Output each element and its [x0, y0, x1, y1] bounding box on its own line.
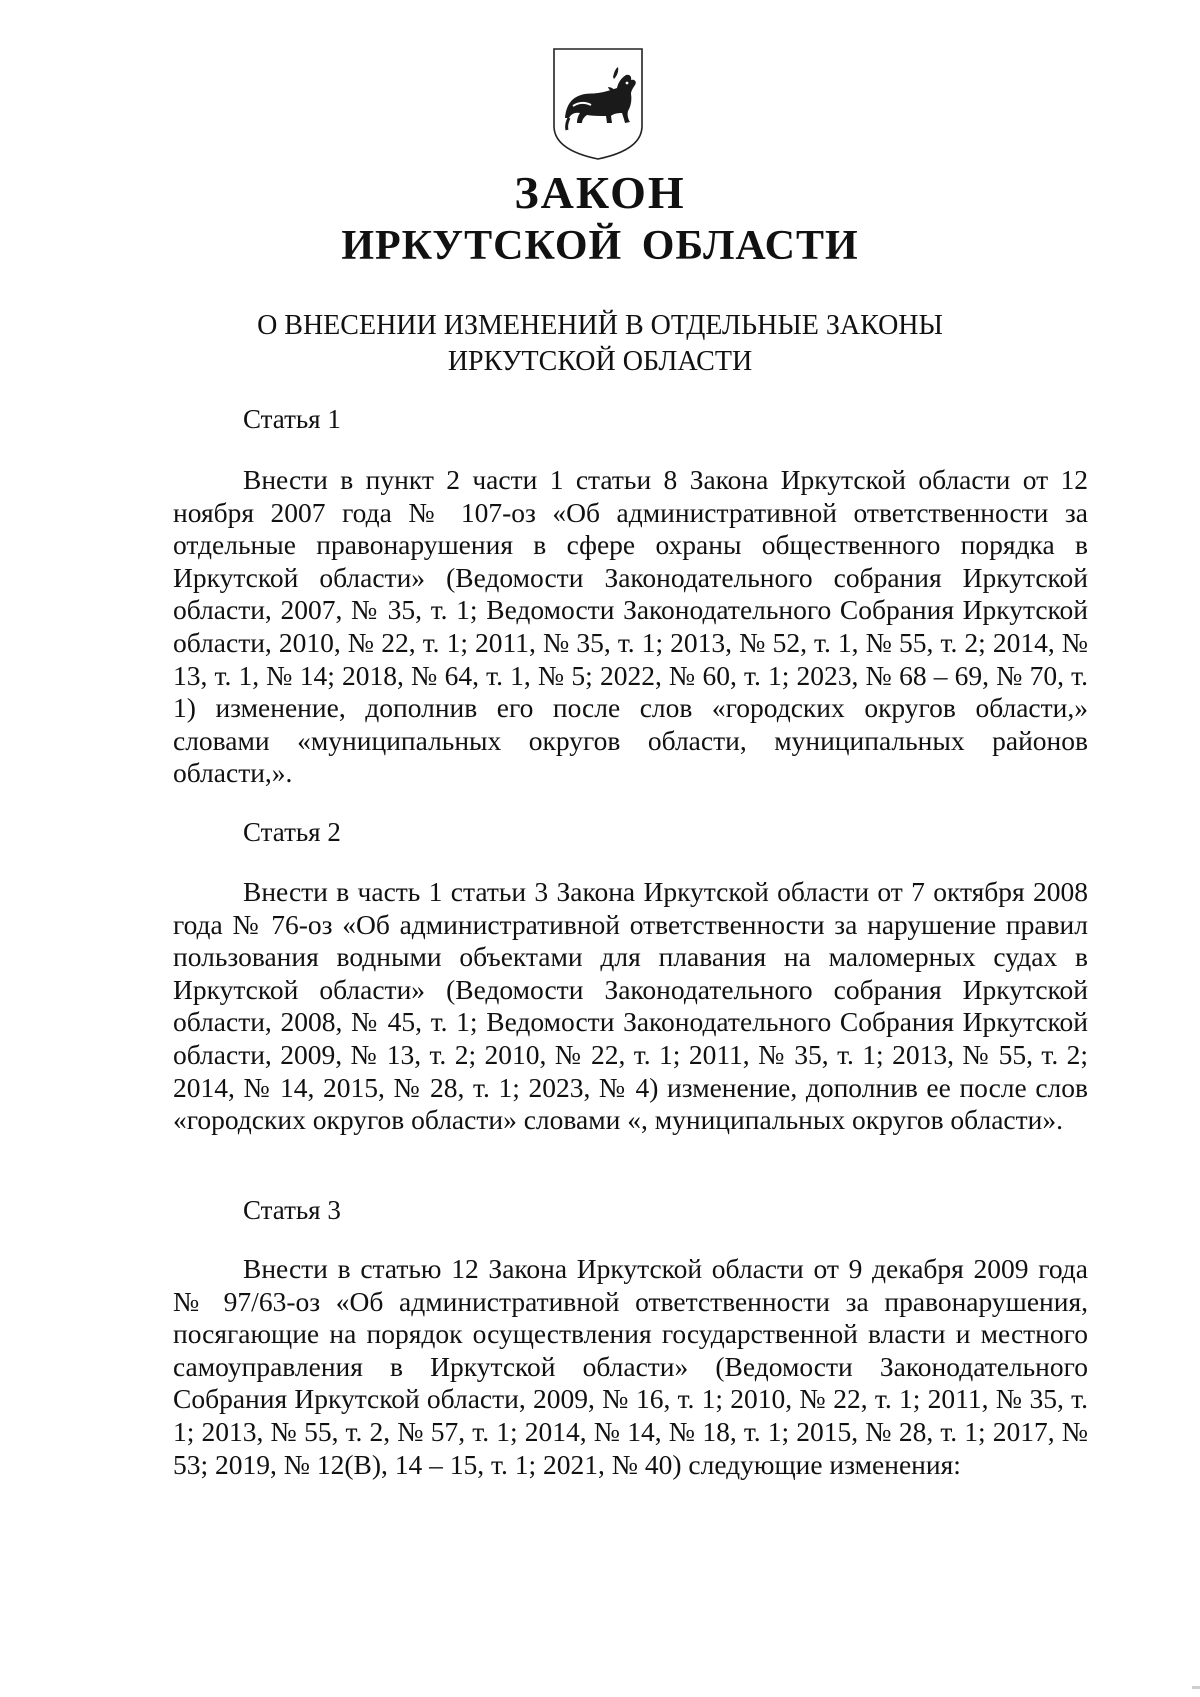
article-3-heading: Статья 3 — [243, 1195, 341, 1225]
scan-edge-mark — [1192, 1686, 1200, 1689]
law-subtitle — [0, 308, 1200, 380]
coat-of-arms-icon — [551, 46, 645, 162]
law-region-title: ИРКУТСКОЙ ОБЛАСТИ — [341, 223, 859, 269]
article-2-text: Внести в часть 1 статьи 3 Закона Иркутской области от 7 октября 2008 года № 76-оз «Об административной ответственности за нарушение правил пользования водными объектами для плавания на маломерных судах в Иркутской области» (Ведомости Законодательного собрания Иркутской области, 2008, № 45, т. 1; Ведомости Законодательного Собрания Иркутской области, 2009, № 13, т. 2; 2010, № 22, т. 1; 2011, № 35, т. 1; 2013, № 55, т. 2; 2014, № 14, 2015, № 28, т. 1; 2023, № 4) изменение, дополнив ее после слов «городских округов области» словами «, муниципальных округов области». — [173, 876, 1088, 1136]
law-subtitle-line-2: ИРКУТСКОЙ ОБЛАСТИ — [447, 346, 753, 377]
article-3-text: Внести в статью 12 Закона Иркутской области от 9 декабря 2009 года № 97/63-оз «Об административной ответственности за правонарушения, посягающие на порядок осуществления государственной власти и местного самоуправления в Иркутской области» (Ведомости Законодательного Собрания Иркутской области, 2009, № 16, т. 1; 2010, № 22, т. 1; 2011, № 35, т. 1; 2013, № 55, т. 2, № 57, т. 1; 2014, № 14, № 18, т. 1; 2015, № 28, т. 1; 2017, № 53; 2019, № 12(В), 14 – 15, т. 1; 2021, № 40) следующие изменения: — [173, 1253, 1088, 1480]
law-title: ЗАКОН — [514, 167, 686, 218]
article-1-heading: Статья 1 — [243, 404, 341, 434]
article-2-heading: Статья 2 — [243, 817, 341, 847]
article-1-text: Внести в пункт 2 части 1 статьи 8 Закона Иркутской области от 12 ноября 2007 года № 107-оз «Об административной ответственности за отдельные правонарушения в сфере охраны общественного порядка в Иркутской области» (Ведомости Законодательного собрания Иркутской области, 2007, № 35, т. 1; Ведомости Законодательного Собрания Иркутской области, 2010, № 22, т. 1; 2011, № 35, т. 1; 2013, № 52, т. 1, № 55, т. 2; 2014, № 13, т. 1, № 14; 2018, № 64, т. 1, № 5; 2022, № 60, т. 1; 2023, № 68 – 69, № 70, т. 1) изменение, дополнив его после слов «городских округов области,» словами «муниципальных округов области, муниципальных районов области,». — [173, 464, 1088, 789]
law-subtitle-line-1: О ВНЕСЕНИИ ИЗМЕНЕНИЙ В ОТДЕЛЬНЫЕ ЗАКОНЫ — [257, 310, 943, 341]
